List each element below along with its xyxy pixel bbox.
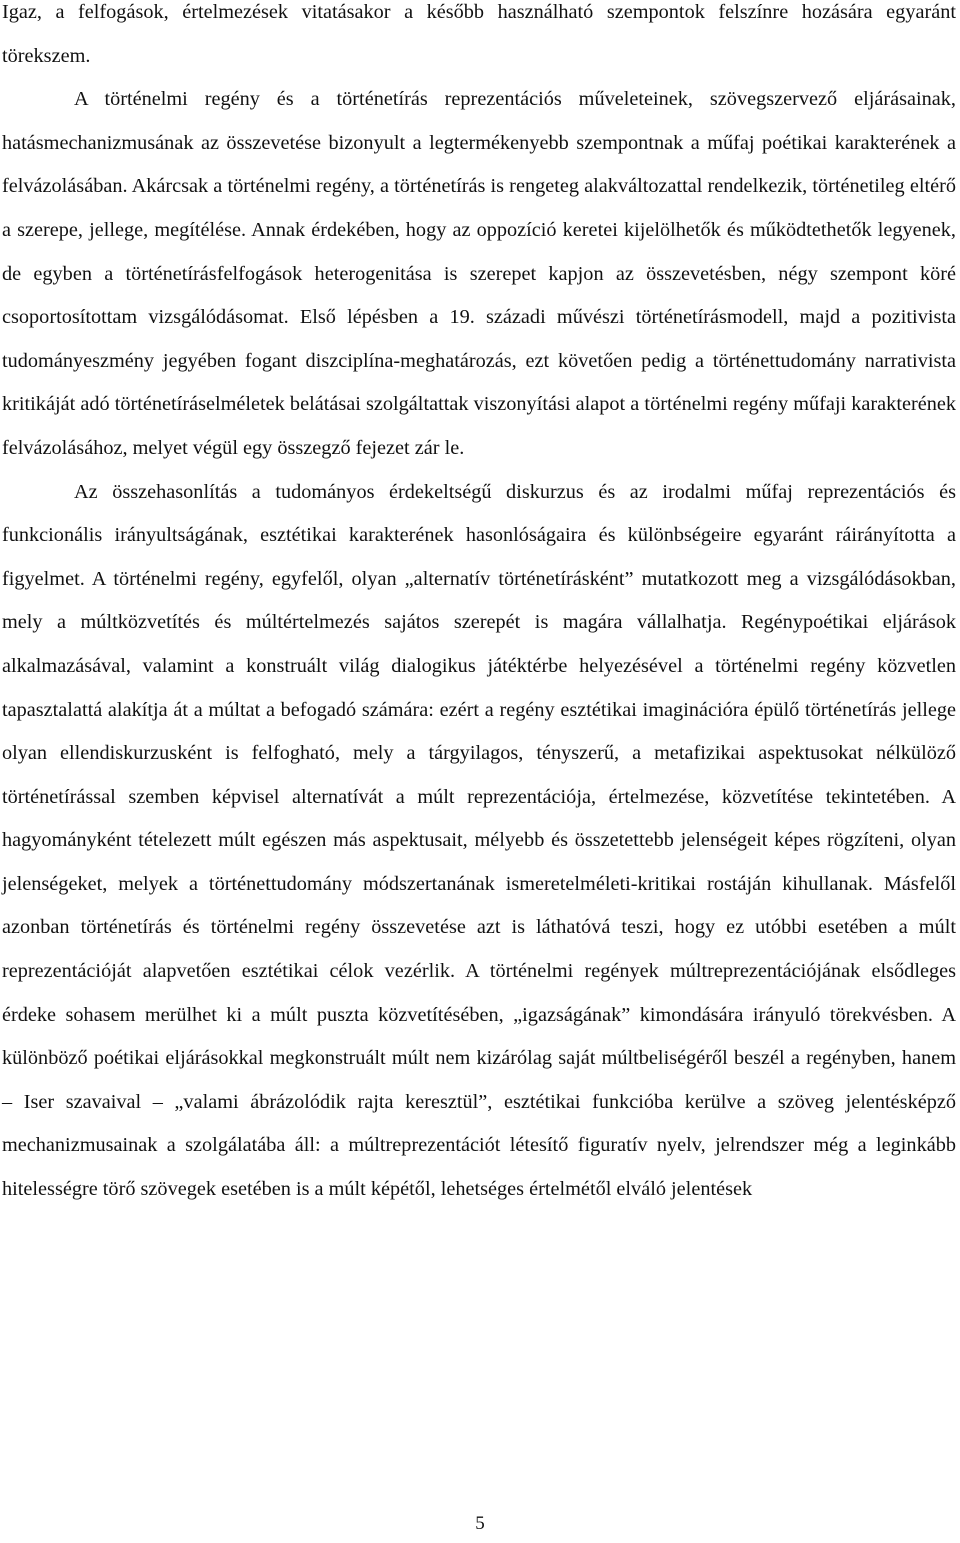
page-number: 5 xyxy=(475,1513,485,1534)
paragraph-comparison: Az összehasonlítás a tudományos érdekeltségű diskurzus és az irodalmi műfaj reprezentációs és funkcionális irányultságának, esztétikai karakterének hasonlóságaira és különbségeire egyaránt ráirányította a figyelmet. A történelmi regény, egyfelől, olyan „alternatív történetírásként” mutatkozott meg a vizsgálódásokban, mely a múltközvetítés és múltértelmezés sajátos szerepét is magára vállalhatja. Regénypoétikai eljárások alkalmazásával, valamint a konstruált világ dialogikus játéktérbe helyezésével a történelmi regény közvetlen tapasztalattá alakítja át a múltat a befogadó számára: ezért a regény esztétikai imaginációra épülő történetírás jellege olyan ellendiskurzusként is felfogható, mely a tárgyilagos, tényszerű, a metafizikai aspektusokat nélkülöző történetírással szemben képvisel alternatívát a múlt reprezentációja, értelmezése, közvetítése tekintetében. A hagyományként tételezett múlt egészen más aspektusait, mélyebb és összetettebb jelenségeit képes rögzíteni, olyan jelenségeket, melyek a történettudomány módszertanának ismeretelméleti-kritikai rostáján kihullanak. Másfelől azonban történetírás és történelmi regény összevetése azt is láthatóvá teszi, hogy ez utóbbi esetében a múlt reprezentációját alapvetően esztétikai célok vezérlik. A történelmi regények múltreprezentációjának elsődleges érdeke sohasem merülhet ki a múlt puszta közvetítésében, „igazságának” kimondására irányuló törekvésben. A különböző poétikai eljárásokkal megkonstruált múlt nem kizárólag saját múltbeliségéről beszél a regényben, hanem – Iser szavaival – „valami ábrázolódik rajta keresztül”, esztétikai funkcióba kerülve a szöveg jelentésképző mechanizmusainak a szolgálatába áll: a múltreprezentációt létesítő figuratív nyelv, jelrendszer még a leginkább hitelességre törő szövegek esetében is a múlt képétől, lehetséges értelmétől elváló jelentések xyxy=(2,480,956,1201)
paragraph-continuation: Igaz, a felfogások, értelmezések vitatásakor a később használható szempontok felszínre hozására egyaránt törekszem. xyxy=(2,1,956,67)
paragraph-historical-novel-vs-historiography: A történelmi regény és a történetírás reprezentációs műveleteinek, szövegszervező eljárásainak, hatásmechanizmusának az összevetése bizonyult a legtermékenyebb szempontnak a műfaj poétikai karakterének a felvázolásában. Akárcsak a történelmi regény, a történetírás is rengeteg alakváltozattal rendelkezik, történetileg eltérő a szerepe, jellege, megítélése. Annak érdekében, hogy az oppozíció keretei kijelölhetők és működtethetők legyenek, de egyben a történetírásfelfogások heterogenitása is szerepet kapjon az összevetésben, négy szempont köré csoportosítottam vizsgálódásomat. Első lépésben a 19. századi művészi történetírásmodell, majd a pozitivista tudományeszmény jegyében fogant diszciplína-meghatározás, ezt követően pedig a történettudomány narrativista kritikáját adó történetíráselméletek belátásai szolgáltattak viszonyítási alapot a történelmi regény műfaji karakterének felvázolásához, melyet végül egy összegző fejezet zár le. xyxy=(2,88,956,459)
